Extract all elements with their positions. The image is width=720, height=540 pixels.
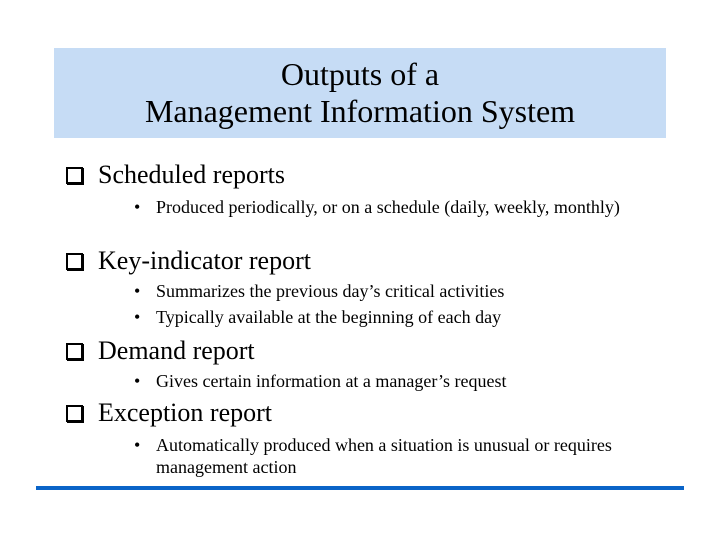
footer-rule — [36, 486, 684, 490]
bullet-text: Typically available at the beginning of each day — [156, 307, 502, 327]
bullet-dot-icon: • — [134, 281, 141, 301]
bullet-text: Produced periodically, or on a schedule (daily, weekly, monthly) — [156, 197, 620, 217]
section-heading: Demand report — [98, 336, 255, 365]
section-heading: Exception report — [98, 398, 272, 427]
bullet-text: Summarizes the previous day’s critical activities — [156, 281, 505, 301]
checkbox-bullet-icon — [66, 343, 83, 360]
section-heading: Scheduled reports — [98, 160, 286, 189]
bullet-text: Gives certain information at a manager’s request — [156, 371, 507, 391]
checkbox-bullet-icon — [66, 167, 83, 184]
bullet-dot-icon: • — [134, 307, 141, 327]
bullet-dot-icon: • — [134, 197, 141, 217]
bullet-dot-icon: • — [134, 371, 141, 391]
checkbox-bullet-icon — [66, 253, 83, 270]
checkbox-bullet-icon — [66, 405, 83, 422]
bullet-dot-icon: • — [134, 435, 141, 455]
slide-title-line-1: Outputs of a — [280, 56, 440, 92]
section-heading: Key-indicator report — [98, 246, 311, 275]
slide-title-box — [54, 48, 666, 138]
slide-title-line-2: Management Information System — [144, 93, 576, 129]
bullet-text: Automatically produced when a situation is unusual or requires management action — [156, 435, 612, 477]
